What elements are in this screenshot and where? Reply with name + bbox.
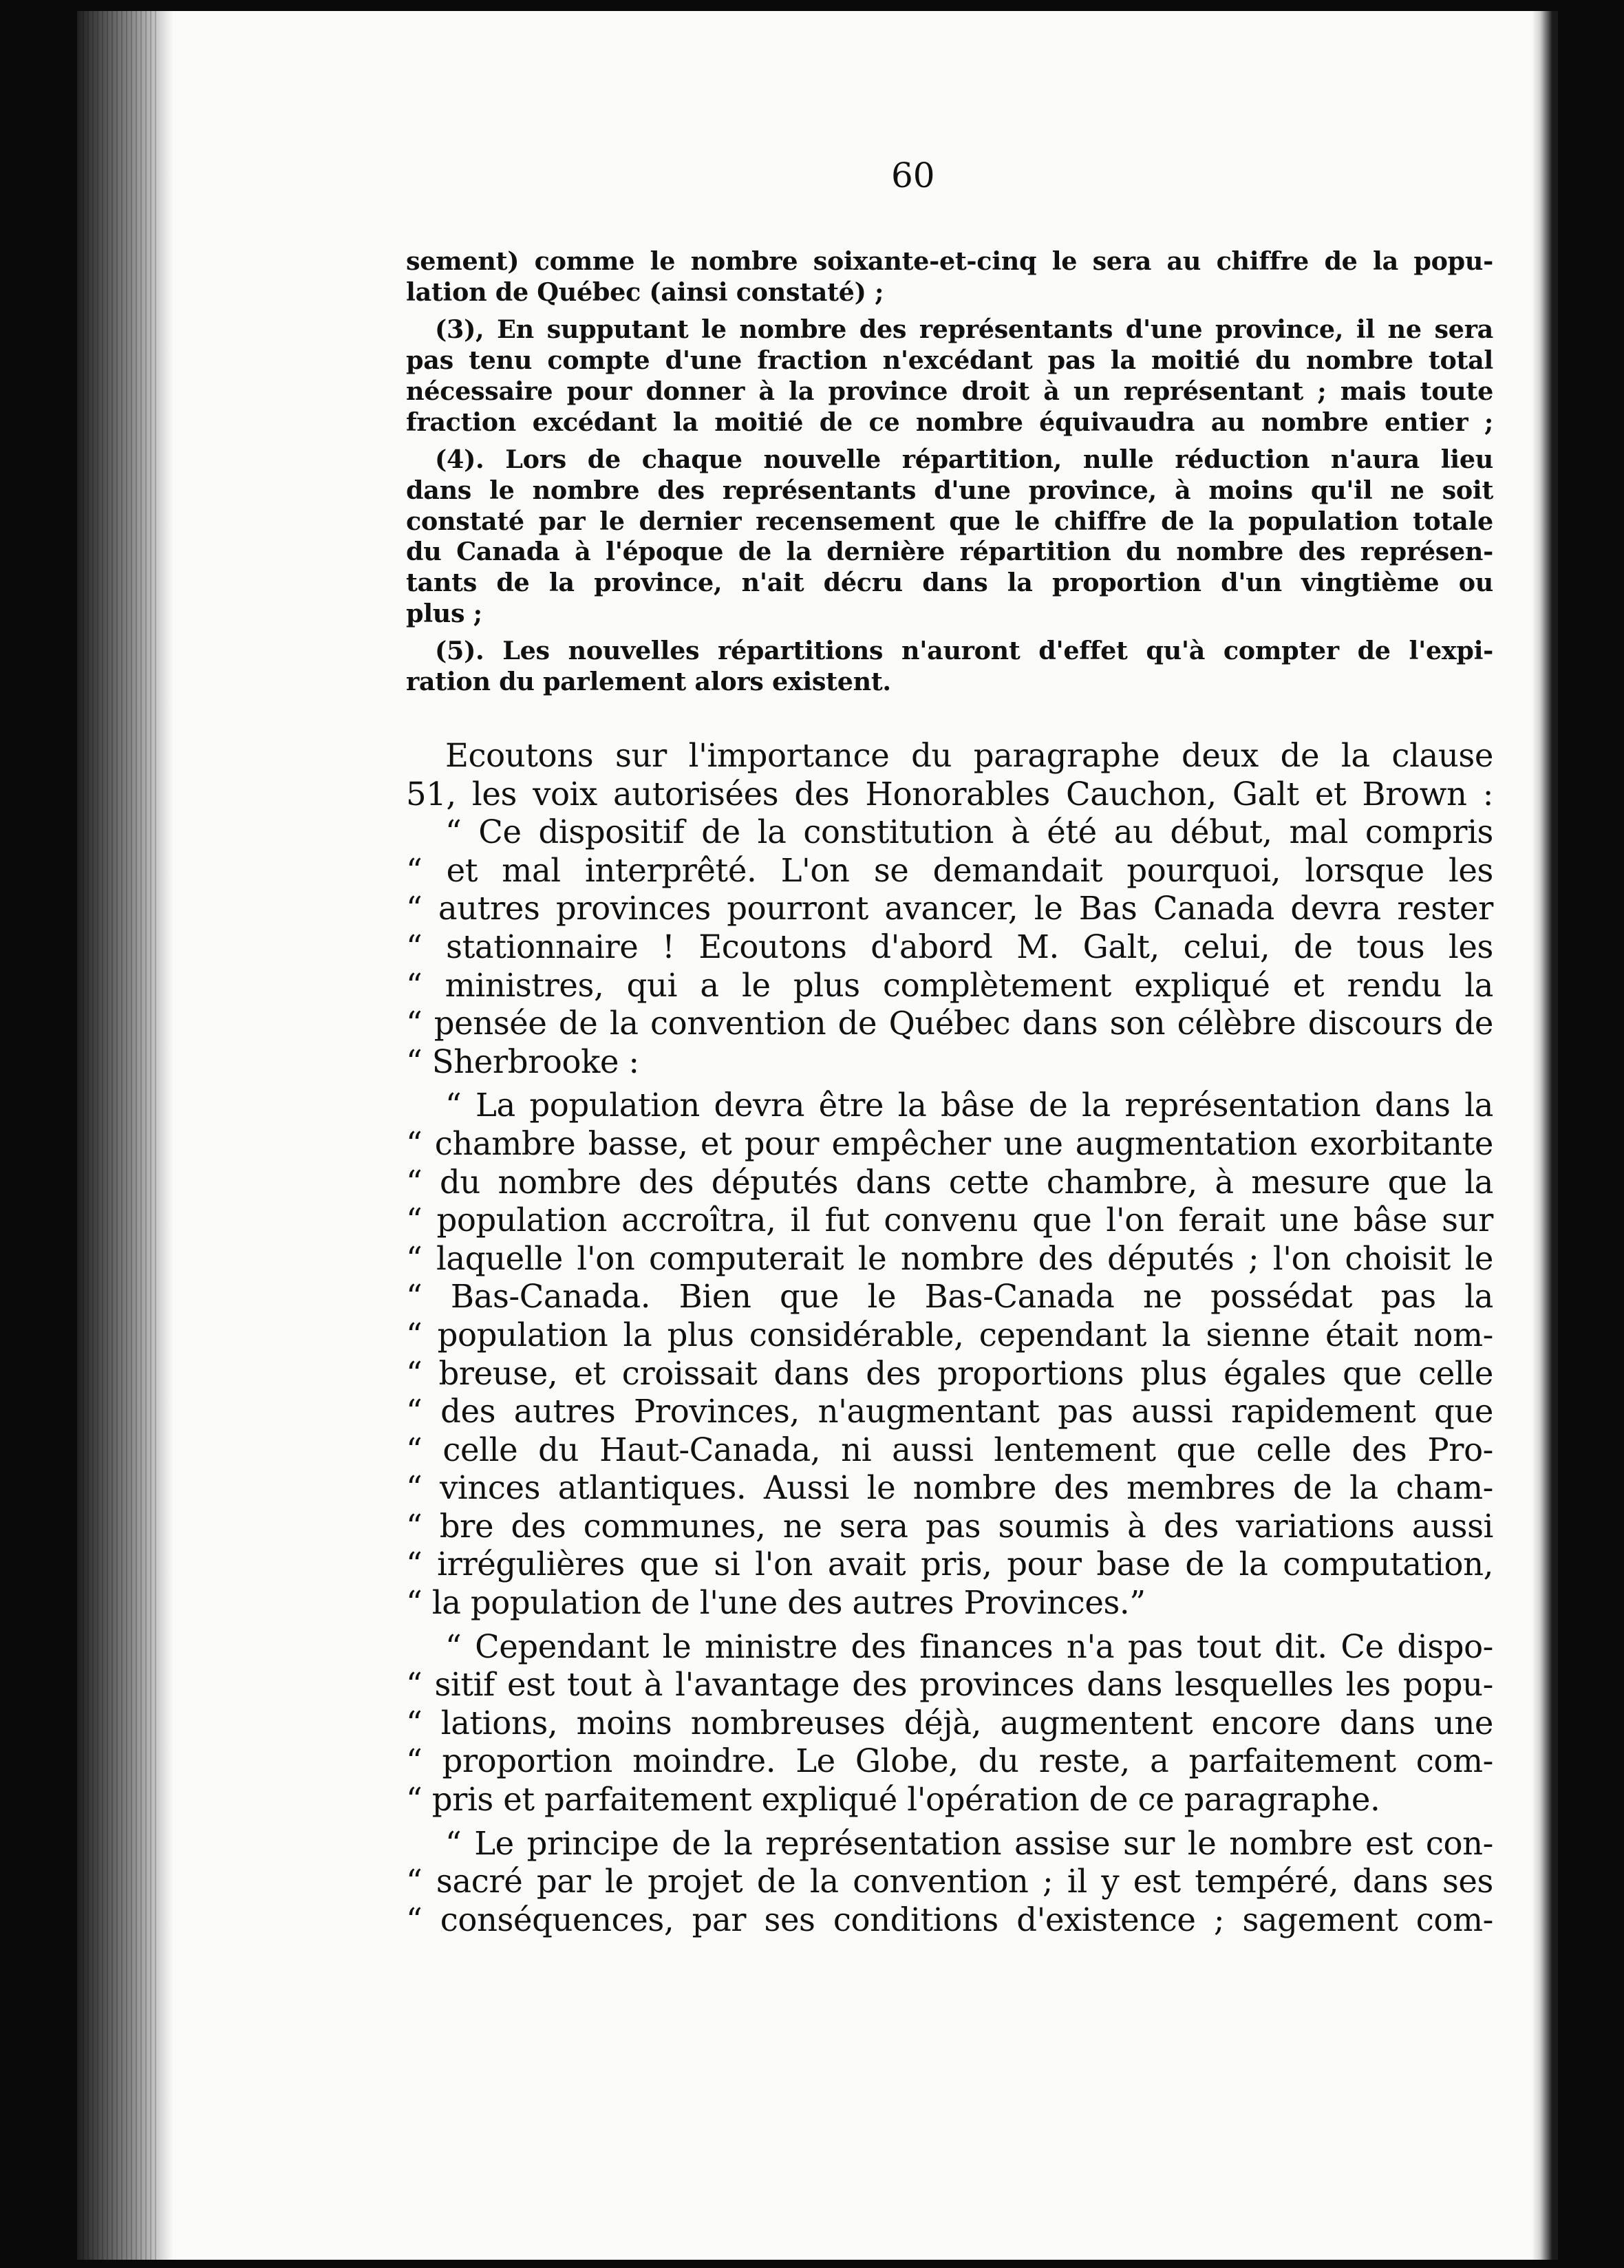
- text-line: “ ministres, qui a le plus complètement expliqué et rendu la: [406, 966, 1493, 1004]
- text-line: (3), En supputant le nombre des représentants d'une province, il ne sera: [435, 314, 1493, 345]
- text-line: “ du nombre des députés dans cette chambre, à mesure que la: [406, 1163, 1493, 1201]
- text-line: “ Le principe de la représentation assise sur le nombre est con-: [445, 1824, 1493, 1862]
- legal-paragraph: [406, 314, 1493, 438]
- text-line: (5). Les nouvelles répartitions n'auront d'effet qu'à compter de l'expi-: [435, 636, 1493, 666]
- page-number: 60: [891, 156, 935, 195]
- text-line: “ Sherbrooke :: [406, 1042, 639, 1080]
- text-line: “ conséquences, par ses conditions d'existence ; sagement com-: [406, 1901, 1493, 1938]
- text-line: Ecoutons sur l'importance du paragraphe deux de la clause: [445, 737, 1493, 774]
- page-gutter: [77, 11, 173, 2260]
- text-line: “ lations, moins nombreuses déjà, augmentent encore dans une: [406, 1704, 1493, 1742]
- text-line: tants de la province, n'ait décru dans la proportion d'un vingtième ou: [406, 568, 1493, 598]
- text-line: “ des autres Provinces, n'augmentant pas aussi rapidement que: [406, 1393, 1493, 1431]
- text-line: “ breuse, et croissait dans des proportions plus égales que celle: [406, 1354, 1493, 1392]
- text-line: “ celle du Haut-Canada, ni aussi lentement que celle des Pro-: [406, 1431, 1493, 1468]
- text-line: dans le nombre des représentants d'une province, à moins qu'il ne soit: [406, 475, 1493, 505]
- text-line: “ Ce dispositif de la constitution à été au début, mal compris: [445, 813, 1493, 851]
- text-line: “ population la plus considérable, cependant la sienne était nom-: [406, 1316, 1493, 1354]
- body-paragraph: [406, 737, 1493, 1081]
- text-line: “ autres provinces pourront avancer, le Bas Canada devra rester: [406, 890, 1493, 928]
- text-line: “ et mal interprêté. L'on se demandait pourquoi, lorsque les: [406, 851, 1493, 889]
- text-line: “ La population devra être la bâse de la représentation dans la: [445, 1087, 1493, 1124]
- gutter-texture: [83, 11, 158, 2260]
- legal-text-block: [406, 246, 1493, 705]
- text-line: “ population accroîtra, il fut convenu que l'on ferait une bâse sur: [406, 1201, 1493, 1239]
- text-line: “ bre des communes, ne sera pas soumis à des variations aussi: [406, 1507, 1493, 1545]
- text-line: “ Bas-Canada. Bien que le Bas-Canada ne possédat pas la: [406, 1278, 1493, 1316]
- legal-paragraph: [406, 246, 1493, 308]
- page-right-edge: [1532, 11, 1558, 2260]
- text-line: pas tenu compte d'une fraction n'excédant pas la moitié du nombre total: [406, 345, 1493, 376]
- text-line: “ vinces atlantiques. Aussi le nombre des membres de la cham-: [406, 1469, 1493, 1507]
- body-paragraph: [406, 1825, 1493, 1940]
- text-line: fraction excédant la moitié de ce nombre équivaudra au nombre entier ;: [406, 407, 1493, 437]
- text-line: 51, les voix autorisées des Honorables Cauchon, Galt et Brown :: [406, 775, 1493, 813]
- text-line: du Canada à l'époque de la dernière répartition du nombre des représen-: [406, 537, 1493, 567]
- text-line: “ sacré par le projet de la convention ; il y est tempéré, dans ses: [406, 1863, 1493, 1901]
- legal-paragraph: [406, 445, 1493, 629]
- legal-paragraph: [406, 636, 1493, 697]
- text-line: plus ;: [406, 598, 482, 628]
- text-line: “ Cependant le ministre des finances n'a pas tout dit. Ce dispo-: [445, 1627, 1493, 1665]
- text-line: “ irrégulières que si l'on avait pris, pour base de la computation,: [406, 1545, 1493, 1583]
- text-line: (4). Lors de chaque nouvelle répartition, nulle réduction n'aura lieu: [435, 445, 1493, 475]
- text-line: lation de Québec (ainsi constaté) ;: [406, 277, 884, 307]
- text-line: “ laquelle l'on computerait le nombre des députés ; l'on choisit le: [406, 1239, 1493, 1277]
- body-paragraph: [406, 1087, 1493, 1622]
- text-line: “ chambre basse, et pour empêcher une augmentation exorbitante: [406, 1124, 1493, 1162]
- text-line: “ pris et parfaitement expliqué l'opération de ce paragraphe.: [406, 1781, 1380, 1819]
- text-line: “ sitif est tout à l'avantage des provinces dans lesquelles les popu-: [406, 1666, 1493, 1704]
- body-paragraph: [406, 1628, 1493, 1819]
- text-line: constaté par le dernier recensement que le chiffre de la population totale: [406, 506, 1493, 536]
- text-line: “ stationnaire ! Ecoutons d'abord M. Galt, celui, de tous les: [406, 928, 1493, 965]
- text-line: “ pensée de la convention de Québec dans son célèbre discours de: [406, 1005, 1493, 1042]
- text-line: sement) comme le nombre soixante-et-cinq le sera au chiffre de la popu-: [406, 246, 1493, 276]
- body-text-block: [406, 737, 1493, 1945]
- text-line: nécessaire pour donner à la province droit à un représentant ; mais toute: [406, 376, 1493, 406]
- text-line: ration du parlement alors existent.: [406, 667, 891, 697]
- text-line: “ la population de l'une des autres Provinces.”: [406, 1584, 1146, 1622]
- text-line: “ proportion moindre. Le Globe, du reste, a parfaitement com-: [406, 1742, 1493, 1780]
- scanned-page: [77, 11, 1558, 2260]
